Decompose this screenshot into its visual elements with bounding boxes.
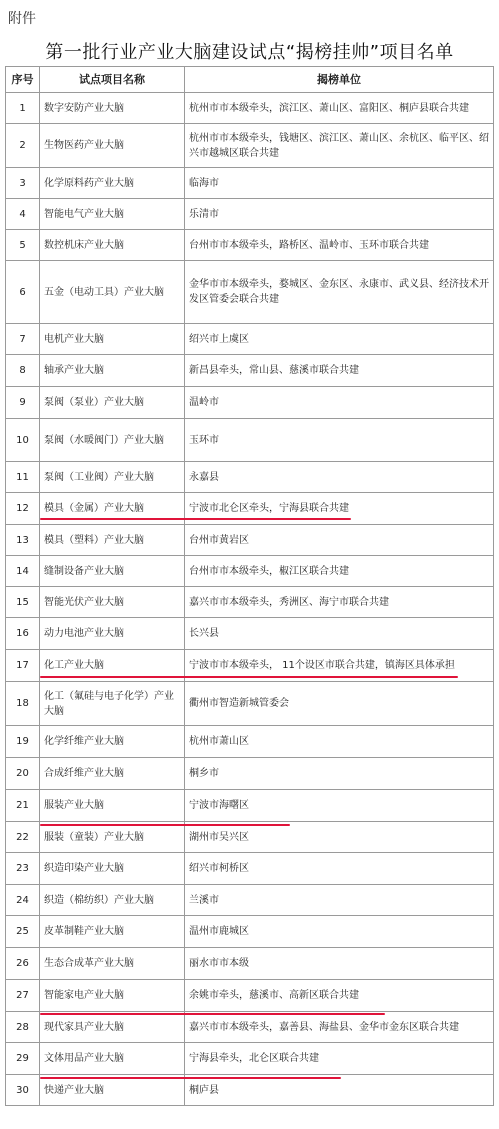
row-number: 7 [6, 324, 40, 355]
project-name: 合成纤维产业大脑 [40, 758, 185, 790]
table-row [6, 1075, 494, 1106]
row-number: 22 [6, 822, 40, 853]
table-row [6, 525, 494, 556]
project-name: 数字安防产业大脑 [40, 93, 185, 124]
lead-unit: 温岭市 [185, 387, 494, 419]
lead-unit: 临海市 [185, 168, 494, 199]
project-name: 化工产业大脑 [40, 650, 185, 682]
row-number: 26 [6, 948, 40, 980]
lead-unit: 宁波市北仑区牵头，宁海县联合共建 [185, 493, 494, 525]
row-number: 14 [6, 556, 40, 587]
table-row [6, 261, 494, 324]
lead-unit: 湖州市吴兴区 [185, 822, 494, 853]
project-name: 五金（电动工具）产业大脑 [40, 261, 185, 324]
project-name: 缝制设备产业大脑 [40, 556, 185, 587]
project-name: 泵阀（工业阀）产业大脑 [40, 462, 185, 493]
lead-unit: 杭州市市本级牵头，钱塘区、滨江区、萧山区、余杭区、临平区、绍兴市越城区联合共建 [185, 124, 494, 168]
row-number: 5 [6, 230, 40, 261]
lead-unit: 兰溪市 [185, 885, 494, 916]
row-number: 25 [6, 916, 40, 948]
lead-unit: 金华市市本级牵头，婺城区、金东区、永康市、武义县、经济技术开发区管委会联合共建 [185, 261, 494, 324]
project-name: 动力电池产业大脑 [40, 618, 185, 650]
project-name: 织造（棉纺织）产业大脑 [40, 885, 185, 916]
lead-unit: 宁海县牵头，北仑区联合共建 [185, 1043, 494, 1075]
project-name: 泵阀（泵业）产业大脑 [40, 387, 185, 419]
underline-row-29 [40, 1077, 341, 1079]
project-name: 化学纤维产业大脑 [40, 726, 185, 758]
row-number: 20 [6, 758, 40, 790]
row-number: 16 [6, 618, 40, 650]
row-number: 6 [6, 261, 40, 324]
lead-unit: 绍兴市上虞区 [185, 324, 494, 355]
project-name: 文体用品产业大脑 [40, 1043, 185, 1075]
project-name: 快递产业大脑 [40, 1075, 185, 1106]
project-name: 泵阀（水暖阀门）产业大脑 [40, 419, 185, 462]
lead-unit: 台州市黄岩区 [185, 525, 494, 556]
project-name: 轴承产业大脑 [40, 355, 185, 387]
table-row [6, 168, 494, 199]
table-row [6, 790, 494, 822]
project-name: 智能家电产业大脑 [40, 980, 185, 1012]
row-number: 19 [6, 726, 40, 758]
table-row [6, 1012, 494, 1043]
project-name: 电机产业大脑 [40, 324, 185, 355]
table-header-row [6, 67, 494, 93]
project-name: 化学原料药产业大脑 [40, 168, 185, 199]
lead-unit: 长兴县 [185, 618, 494, 650]
table-row [6, 93, 494, 124]
row-number: 15 [6, 587, 40, 618]
table-row [6, 853, 494, 885]
row-number: 13 [6, 525, 40, 556]
table-row [6, 726, 494, 758]
table-row [6, 587, 494, 618]
lead-unit: 台州市市本级牵头，路桥区、温岭市、玉环市联合共建 [185, 230, 494, 261]
table-row [6, 885, 494, 916]
header-unit: 揭榜单位 [185, 67, 494, 93]
row-number: 18 [6, 682, 40, 726]
row-number: 8 [6, 355, 40, 387]
lead-unit: 嘉兴市市本级牵头，嘉善县、海盐县、金华市金东区联合共建 [185, 1012, 494, 1043]
row-number: 24 [6, 885, 40, 916]
project-name: 智能电气产业大脑 [40, 199, 185, 230]
row-number: 28 [6, 1012, 40, 1043]
project-name: 数控机床产业大脑 [40, 230, 185, 261]
lead-unit: 桐庐县 [185, 1075, 494, 1106]
lead-unit: 台州市市本级牵头，椒江区联合共建 [185, 556, 494, 587]
project-name: 生物医药产业大脑 [40, 124, 185, 168]
table-row [6, 980, 494, 1012]
project-name: 化工（氟硅与电子化学）产业大脑 [40, 682, 185, 726]
row-number: 27 [6, 980, 40, 1012]
table-row [6, 387, 494, 419]
row-number: 29 [6, 1043, 40, 1075]
lead-unit: 桐乡市 [185, 758, 494, 790]
lead-unit: 绍兴市柯桥区 [185, 853, 494, 885]
row-number: 23 [6, 853, 40, 885]
row-number: 4 [6, 199, 40, 230]
table-row [6, 324, 494, 355]
row-number: 9 [6, 387, 40, 419]
table-row [6, 948, 494, 980]
lead-unit: 丽水市市本级 [185, 948, 494, 980]
project-name: 模具（金属）产业大脑 [40, 493, 185, 525]
table-row [6, 556, 494, 587]
underline-row-17 [40, 676, 458, 678]
table-row [6, 419, 494, 462]
row-number: 17 [6, 650, 40, 682]
lead-unit: 宁波市海曙区 [185, 790, 494, 822]
row-number: 3 [6, 168, 40, 199]
row-number: 30 [6, 1075, 40, 1106]
lead-unit: 玉环市 [185, 419, 494, 462]
table-row [6, 230, 494, 261]
row-number: 10 [6, 419, 40, 462]
table-row [6, 916, 494, 948]
lead-unit: 衢州市智造新城管委会 [185, 682, 494, 726]
project-name: 模具（塑料）产业大脑 [40, 525, 185, 556]
lead-unit: 新昌县牵头，常山县、慈溪市联合共建 [185, 355, 494, 387]
table-row [6, 1043, 494, 1075]
project-name: 生态合成革产业大脑 [40, 948, 185, 980]
table-row [6, 462, 494, 493]
lead-unit: 温州市鹿城区 [185, 916, 494, 948]
table-row [6, 682, 494, 726]
lead-unit: 乐清市 [185, 199, 494, 230]
table-row [6, 199, 494, 230]
table-row [6, 355, 494, 387]
row-number: 1 [6, 93, 40, 124]
project-list-table [5, 66, 494, 1106]
project-name: 智能光伏产业大脑 [40, 587, 185, 618]
project-name: 皮革制鞋产业大脑 [40, 916, 185, 948]
table-row [6, 618, 494, 650]
table-row [6, 758, 494, 790]
row-number: 12 [6, 493, 40, 525]
document-title: 第一批行业产业大脑建设试点“揭榜挂帅”项目名单 [45, 42, 454, 63]
underline-row-21 [40, 824, 290, 826]
project-name: 织造印染产业大脑 [40, 853, 185, 885]
table-row [6, 124, 494, 168]
project-name: 服装产业大脑 [40, 790, 185, 822]
header-no: 序号 [6, 67, 40, 93]
lead-unit: 永嘉县 [185, 462, 494, 493]
table-row [6, 822, 494, 853]
row-number: 2 [6, 124, 40, 168]
row-number: 21 [6, 790, 40, 822]
header-project-name: 试点项目名称 [40, 67, 185, 93]
lead-unit: 杭州市市本级牵头，滨江区、萧山区、富阳区、桐庐县联合共建 [185, 93, 494, 124]
underline-row-12 [40, 518, 351, 520]
lead-unit: 嘉兴市市本级牵头，秀洲区、海宁市联合共建 [185, 587, 494, 618]
project-name: 服装（童装）产业大脑 [40, 822, 185, 853]
project-name: 现代家具产业大脑 [40, 1012, 185, 1043]
lead-unit: 宁波市市本级牵头， 11个设区市联合共建，镇海区具体承担 [185, 650, 494, 682]
lead-unit: 杭州市萧山区 [185, 726, 494, 758]
lead-unit: 余姚市牵头，慈溪市、高新区联合共建 [185, 980, 494, 1012]
attachment-label: 附件 [8, 11, 36, 27]
row-number: 11 [6, 462, 40, 493]
underline-row-27 [40, 1013, 385, 1015]
